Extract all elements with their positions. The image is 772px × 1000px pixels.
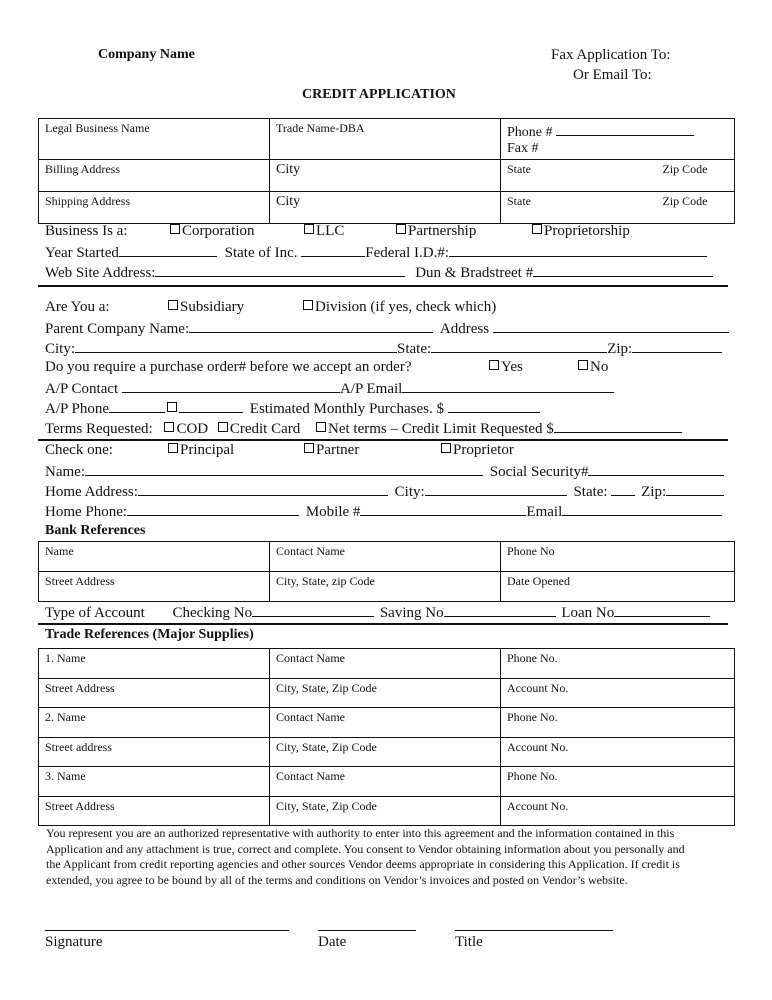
- business-table: [38, 118, 735, 224]
- trade-name-3-cell[interactable]: 3. Name: [39, 767, 270, 797]
- home-address-field[interactable]: [138, 482, 388, 496]
- checkbox-icon[interactable]: [304, 443, 314, 453]
- checkbox-icon[interactable]: [167, 402, 177, 412]
- loan-field[interactable]: [614, 603, 710, 617]
- website-row: Web Site Address: Dun & Bradstreet #: [45, 263, 713, 282]
- trade-phone-1-cell[interactable]: Phone No.: [501, 649, 735, 679]
- title-label: Title: [455, 934, 483, 950]
- year-started-row: Year Started State of Inc. Federal I.D.#:: [45, 243, 707, 262]
- home-state-field[interactable]: [611, 482, 635, 496]
- proprietor-option[interactable]: Proprietor: [441, 442, 514, 459]
- home-zip-field[interactable]: [666, 482, 724, 496]
- signature-label: Signature: [45, 934, 103, 950]
- checkbox-icon[interactable]: [396, 224, 406, 234]
- page-title: CREDIT APPLICATION: [302, 87, 456, 102]
- phone-fax-cell[interactable]: Phone # Fax #: [501, 119, 735, 160]
- billing-address-cell[interactable]: Billing Address: [39, 160, 270, 192]
- trade-contact-3-cell[interactable]: Contact Name: [270, 767, 501, 797]
- checkbox-icon[interactable]: [441, 443, 451, 453]
- trade-name-2-cell[interactable]: 2. Name: [39, 708, 270, 738]
- trade-contact-2-cell[interactable]: Contact Name: [270, 708, 501, 738]
- checkbox-icon[interactable]: [170, 224, 180, 234]
- trade-account-1-cell[interactable]: Account No.: [501, 678, 735, 708]
- website-field[interactable]: [155, 263, 405, 277]
- trade-account-3-cell[interactable]: Account No.: [501, 796, 735, 826]
- bank-name-cell[interactable]: Name: [39, 542, 270, 572]
- checkbox-icon[interactable]: [489, 360, 499, 370]
- billing-city-cell[interactable]: City: [270, 160, 501, 192]
- email-to-label: Or Email To:: [573, 67, 652, 83]
- are-you-label: Are You a:: [45, 299, 110, 315]
- corporation-option[interactable]: Corporation: [170, 223, 255, 240]
- llc-option[interactable]: LLC: [304, 223, 344, 240]
- parent-state-field[interactable]: [431, 339, 607, 353]
- ap-contact-row: A/P Contact A/P Email: [45, 379, 614, 398]
- date-label: Date: [318, 934, 347, 950]
- ap-phone-field[interactable]: [109, 399, 165, 413]
- division-option[interactable]: Division (if yes, check which): [303, 299, 496, 316]
- po-yes-option[interactable]: Yes: [489, 359, 523, 376]
- principal-name-row: Name: Social Security#: [45, 462, 724, 481]
- bank-street-cell[interactable]: Street Address: [39, 572, 270, 602]
- home-phone-row: Home Phone: Mobile # Email: [45, 502, 722, 521]
- parent-field[interactable]: [189, 319, 433, 333]
- date-line[interactable]: [318, 930, 416, 931]
- dun-field[interactable]: [533, 263, 713, 277]
- checkbox-icon[interactable]: [164, 422, 174, 432]
- shipping-city-cell[interactable]: City: [270, 192, 501, 224]
- checkbox-icon[interactable]: [578, 360, 588, 370]
- bank-phone-cell[interactable]: Phone No: [501, 542, 735, 572]
- billing-state-zip-cell[interactable]: State Zip Code: [501, 160, 735, 192]
- trade-street-1-cell[interactable]: Street Address: [39, 678, 270, 708]
- ap-phone-ext-field[interactable]: [179, 399, 243, 413]
- po-no-option[interactable]: No: [578, 359, 608, 376]
- parent-zip-field[interactable]: [632, 339, 722, 353]
- checkbox-icon[interactable]: [168, 443, 178, 453]
- parent-city-row: City: State: Zip:: [45, 339, 722, 358]
- partnership-option[interactable]: Partnership: [396, 223, 476, 240]
- net-terms-option[interactable]: Net terms – Credit Limit Requested $: [316, 421, 554, 437]
- principal-name-field[interactable]: [85, 462, 483, 476]
- ap-phone-row: A/P Phone Estimated Monthly Purchases. $: [45, 399, 540, 418]
- subsidiary-option[interactable]: Subsidiary: [168, 299, 244, 316]
- shipping-state-zip-cell[interactable]: State Zip Code: [501, 192, 735, 224]
- trade-city-1-cell[interactable]: City, State, Zip Code: [270, 678, 501, 708]
- business-is-label: Business Is a:: [45, 223, 128, 239]
- bank-contact-cell[interactable]: Contact Name: [270, 542, 501, 572]
- principal-option[interactable]: Principal: [168, 442, 234, 459]
- account-type-row: Type of Account Checking No Saving No Loan No: [45, 603, 710, 622]
- title-line[interactable]: [455, 930, 613, 931]
- section-divider: [38, 623, 728, 625]
- trade-name-cell[interactable]: Trade Name-DBA: [270, 119, 501, 160]
- section-divider: [38, 439, 728, 441]
- state-of-inc-field[interactable]: [301, 243, 365, 257]
- credit-card-option[interactable]: Credit Card: [218, 421, 300, 437]
- parent-address-field[interactable]: [493, 319, 729, 333]
- trade-street-2-cell[interactable]: Street address: [39, 737, 270, 767]
- check-one-label: Check one:: [45, 442, 113, 458]
- trade-phone-2-cell[interactable]: Phone No.: [501, 708, 735, 738]
- company-name: Company Name: [98, 47, 195, 62]
- parent-row: Parent Company Name: Address: [45, 319, 729, 338]
- ssn-field[interactable]: [588, 462, 724, 476]
- po-question: Do you require a purchase order# before we accept an order?: [45, 359, 412, 375]
- trade-table: [38, 648, 735, 826]
- checkbox-icon[interactable]: [316, 422, 326, 432]
- bank-references-heading: Bank References: [45, 523, 146, 538]
- trade-phone-3-cell[interactable]: Phone No.: [501, 767, 735, 797]
- trade-city-2-cell[interactable]: City, State, Zip Code: [270, 737, 501, 767]
- bank-date-opened-cell[interactable]: Date Opened: [501, 572, 735, 602]
- checkbox-icon[interactable]: [304, 224, 314, 234]
- checkbox-icon[interactable]: [218, 422, 228, 432]
- home-city-field[interactable]: [425, 482, 567, 496]
- bank-city-cell[interactable]: City, State, zip Code: [270, 572, 501, 602]
- disclaimer-paragraph: You represent you are an authorized representative with authority to enter into this agreement and the information contained in this Application and any attachment is true, correct and complete. You consent to Vendor obtaining information about you personally and the Applicant from credit reporting agencies and other sources Vendor deems appropriate in considering this Application. If credit is extended, you agree to be bound by all of the terms and conditions on Vendor’s invoices and posted on Vendor’s website.: [46, 826, 685, 887]
- ap-email-field[interactable]: [402, 379, 614, 393]
- cod-option[interactable]: COD: [164, 421, 208, 437]
- mobile-field[interactable]: [360, 502, 526, 516]
- legal-name-cell[interactable]: Legal Business Name: [39, 119, 270, 160]
- checkbox-icon[interactable]: [532, 224, 542, 234]
- year-started-field[interactable]: [119, 243, 217, 257]
- saving-field[interactable]: [444, 603, 556, 617]
- trade-contact-1-cell[interactable]: Contact Name: [270, 649, 501, 679]
- checkbox-icon[interactable]: [168, 300, 178, 310]
- fax-to-label: Fax Application To:: [551, 47, 671, 63]
- email-field[interactable]: [562, 502, 722, 516]
- terms-row: Terms Requested: COD Credit Card Net terms – Credit Limit Requested $: [45, 419, 682, 438]
- home-address-row: Home Address: City: State: Zip:: [45, 482, 724, 501]
- ap-contact-field[interactable]: [122, 379, 340, 393]
- signature-line[interactable]: [45, 930, 289, 931]
- shipping-address-cell[interactable]: Shipping Address: [39, 192, 270, 224]
- section-divider: [38, 285, 728, 287]
- trade-references-heading: Trade References (Major Supplies): [45, 627, 254, 642]
- bank-table: [38, 541, 735, 602]
- parent-city-field[interactable]: [75, 339, 397, 353]
- federal-id-field[interactable]: [449, 243, 707, 257]
- credit-limit-field[interactable]: [554, 419, 682, 433]
- home-phone-field[interactable]: [127, 502, 299, 516]
- trade-city-3-cell[interactable]: City, State, Zip Code: [270, 796, 501, 826]
- proprietorship-option[interactable]: Proprietorship: [532, 223, 630, 240]
- checkbox-icon[interactable]: [303, 300, 313, 310]
- partner-option[interactable]: Partner: [304, 442, 359, 459]
- est-monthly-field[interactable]: [448, 399, 540, 413]
- trade-name-1-cell[interactable]: 1. Name: [39, 649, 270, 679]
- trade-street-3-cell[interactable]: Street Address: [39, 796, 270, 826]
- checking-field[interactable]: [252, 603, 374, 617]
- trade-account-2-cell[interactable]: Account No.: [501, 737, 735, 767]
